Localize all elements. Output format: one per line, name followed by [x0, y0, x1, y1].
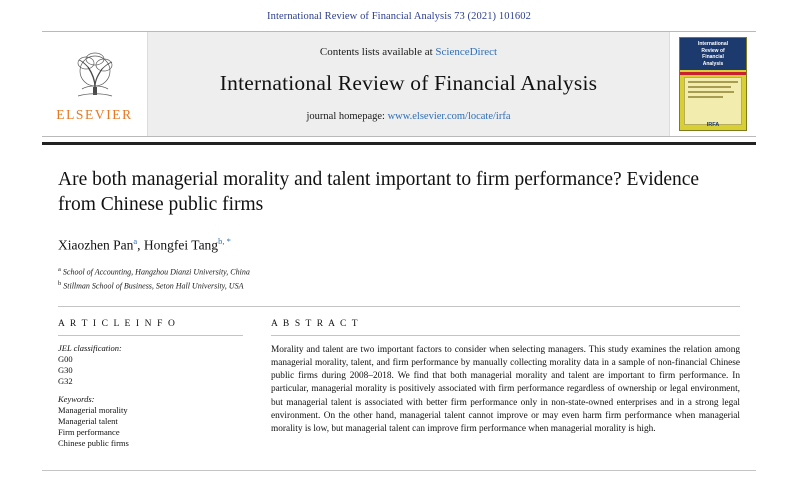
author-list — [58, 236, 740, 254]
title-abstract-divider — [58, 306, 740, 307]
homepage-prefix: journal homepage: — [306, 111, 388, 122]
author-mark-1: a — [133, 236, 138, 246]
journal-masthead — [42, 31, 756, 137]
jel-code: G32 — [58, 375, 73, 386]
affiliation-item — [58, 264, 740, 278]
abstract-rule — [271, 335, 740, 336]
journal-homepage-link[interactable]: www.elsevier.com/locate/irfa — [387, 111, 511, 122]
sciencedirect-link[interactable]: ScienceDirect — [435, 46, 498, 58]
affiliation-mark-a: a — [58, 265, 61, 273]
cover-title — [680, 38, 746, 70]
author-mark-2: b, * — [218, 236, 231, 246]
cover-title-line-2: Review of — [701, 47, 725, 54]
cover-content-box — [684, 77, 742, 125]
journal-title: International Review of Financial Analysis — [219, 71, 598, 95]
cover-thumbnail — [679, 37, 747, 131]
cover-text-lines — [685, 78, 741, 104]
author-name-2[interactable]: Hongfei Tang — [143, 237, 219, 253]
affiliation-mark-b: b — [58, 279, 62, 287]
journal-cover — [670, 32, 756, 136]
page-bottom-rule — [42, 470, 756, 471]
keyword-item: Managerial morality — [58, 404, 128, 415]
publisher-name: ELSEVIER — [56, 107, 133, 122]
cover-title-line-3: Financial — [702, 54, 724, 60]
author-name-1[interactable]: Xiaozhen Pan — [58, 237, 134, 253]
contents-line — [320, 46, 497, 58]
publisher-logo — [42, 32, 147, 136]
article-info-heading: A R T I C L E I N F O — [58, 318, 177, 329]
jel-classification-label: JEL classification: — [58, 342, 122, 353]
affiliation-text-b: Stillman School of Business, Seton Hall University, USA — [63, 281, 244, 291]
masthead-center — [147, 32, 670, 136]
affiliation-text-a: School of Accounting, Hangzhou Dianzi University, China — [62, 267, 250, 277]
affiliation-list — [58, 264, 740, 292]
jel-code: G30 — [58, 364, 73, 375]
keywords-label: Keywords: — [58, 393, 95, 404]
affiliation-item — [58, 278, 740, 292]
cover-accent-bar — [680, 72, 746, 75]
cover-title-line-4: Analysis — [702, 60, 724, 67]
info-abstract-columns — [58, 319, 740, 449]
keyword-item: Managerial talent — [58, 415, 118, 426]
author-separator: , — [137, 237, 144, 253]
abstract-column — [271, 319, 740, 449]
contents-prefix: Contents lists available at — [319, 46, 436, 58]
page-title: Are both managerial morality and talent important to firm performance? Evidence from Chinese public firms — [58, 169, 700, 215]
article-info-rule — [58, 335, 243, 336]
title-block — [58, 167, 740, 292]
cover-footer: IRFA — [706, 122, 720, 128]
keyword-item: Firm performance — [58, 426, 120, 437]
jel-code: G00 — [58, 353, 73, 364]
abstract-heading: A B S T R A C T — [271, 318, 360, 329]
abstract-text: Morality and talent are two important factors to consider when selecting managers. This study examines the relation among managerial morality, talent, and firm performance by manually collecting morality data in a sample of non-financial Chinese public firms during 2008–2018. We find that both managerial morality and talent are important to firm performance. In particular, managerial morality is positively associated with firm performance regardless of ownership or legal environment, but managerial talent is associated with better firm performance only in non-state-owned enterprises and in a strong legal environment. On the other hand, managerial talent cannot improve or may even harm firm performance when managerial morality is low, but managerial talent can improve firm performance when managerial morality is high. — [271, 344, 740, 435]
homepage-line — [307, 111, 511, 122]
elsevier-tree-icon — [64, 49, 126, 105]
article-info-column — [58, 319, 243, 449]
running-head: International Review of Financial Analysis 73 (2021) 101602 — [267, 11, 531, 22]
keyword-item: Chinese public firms — [58, 437, 129, 448]
masthead-bottom-rule — [42, 142, 756, 145]
cover-title-line-1: International — [697, 41, 728, 47]
